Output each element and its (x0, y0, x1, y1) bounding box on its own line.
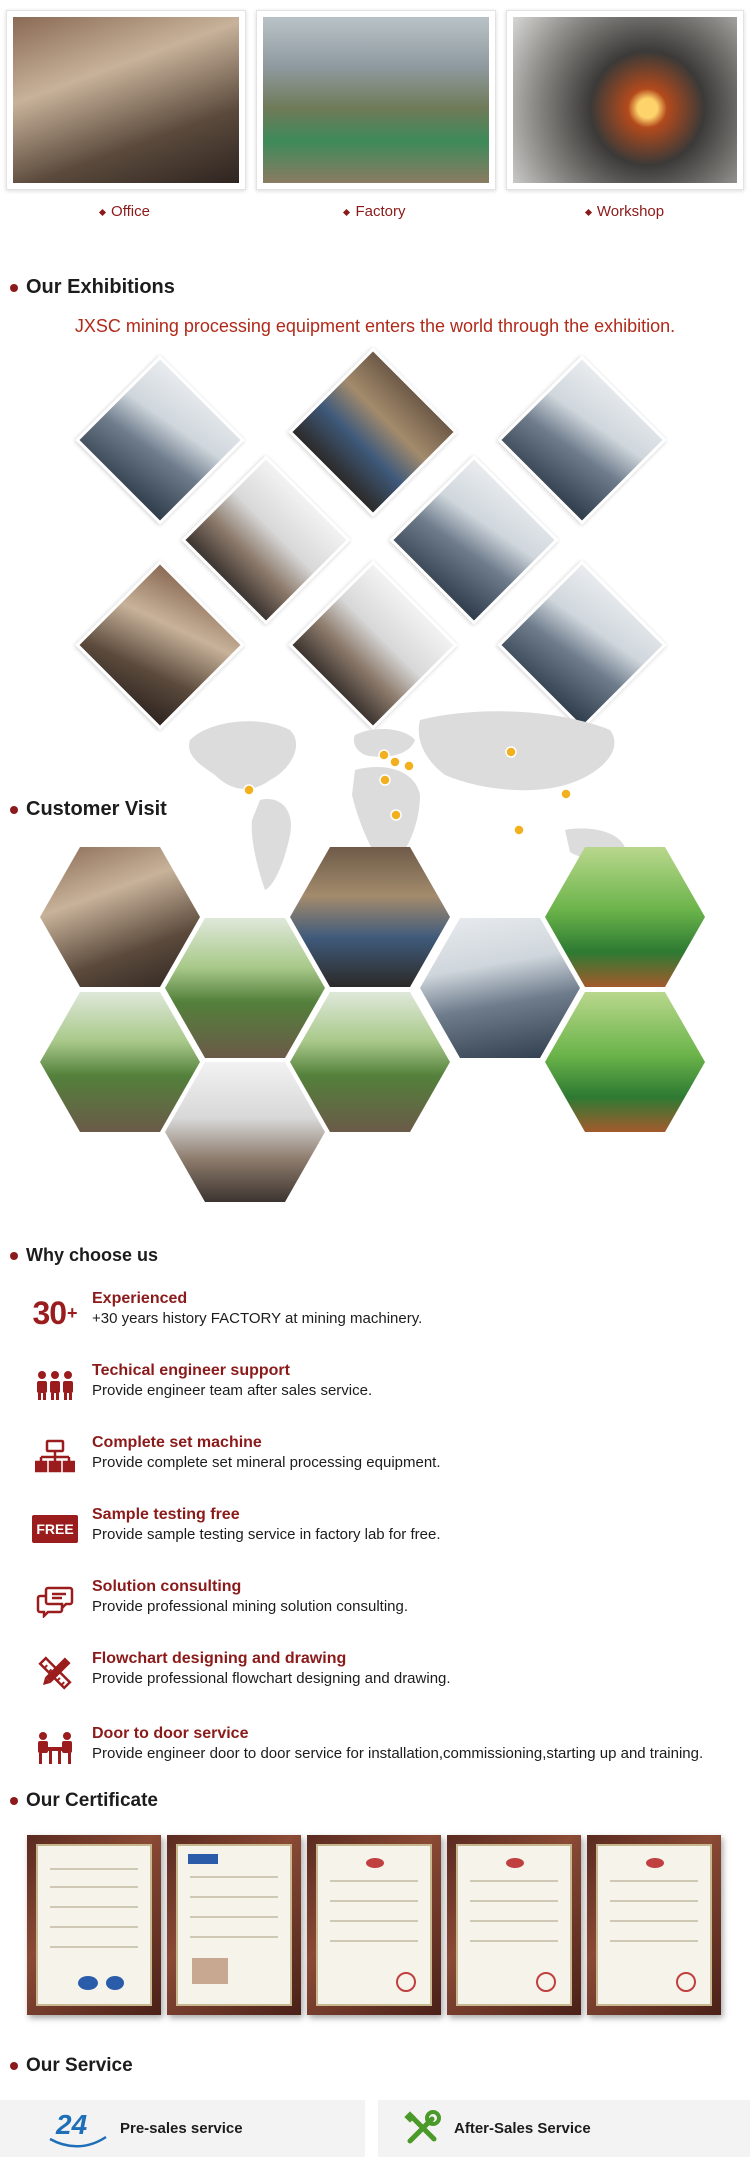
customer-visit-photo (165, 918, 325, 1058)
factory-photo (263, 17, 489, 183)
customer-visit-photo (40, 992, 200, 1132)
map-south-america (252, 799, 291, 890)
why-item-complete-set (30, 1432, 730, 1484)
map-marker (561, 789, 571, 799)
factory-caption (260, 203, 490, 220)
certificate-image (316, 1844, 432, 2006)
workshop-caption (510, 203, 740, 220)
service-heading (10, 2055, 133, 2077)
caption-dot (343, 208, 350, 215)
map-marker (391, 810, 401, 820)
why-item-desc: Provide professional flowchart designing and drawing. (92, 1670, 451, 1687)
thirty-years-plus: + (67, 1302, 78, 1323)
thirty-years-number: 30 (32, 1294, 67, 1331)
wrench-screwdriver-icon (402, 2109, 442, 2149)
factory-caption-text: Factory (355, 203, 406, 220)
certificate-image (176, 1844, 292, 2006)
certificate-image (596, 1844, 712, 2006)
why-item-desc: Provide professional mining solution consulting. (92, 1598, 409, 1615)
heading-bullet (10, 1797, 18, 1805)
why-item-title: Experienced (92, 1290, 188, 1307)
why-heading-text: Why choose us (26, 1245, 159, 1265)
map-marker (404, 761, 414, 771)
customer-visit-photo (545, 992, 705, 1132)
why-item-desc: Provide sample testing service in factory lab for free. (92, 1526, 441, 1543)
pre-sales-service-card[interactable] (0, 2100, 365, 2157)
why-item-flowchart (30, 1648, 730, 1700)
free-badge-icon (30, 1508, 80, 1550)
why-item-desc: Provide engineer door to door service for installation,commissioning,starting up and training. (92, 1745, 704, 1762)
factory-photo-frame (256, 10, 496, 190)
heading-bullet (10, 284, 18, 292)
free-badge-text: FREE (32, 1515, 77, 1543)
exhibition-photo (75, 355, 245, 525)
pencil-ruler-icon (30, 1652, 80, 1694)
certificate-frame (167, 1835, 301, 2015)
customer-visit-photo (420, 918, 580, 1058)
why-item-sample-testing (30, 1504, 730, 1556)
why-item-desc: Provide complete set mineral processing equipment. (92, 1454, 441, 1471)
certificate-frame (307, 1835, 441, 2015)
why-item-door-to-door (30, 1723, 730, 1775)
why-item-desc: +30 years history FACTORY at mining machinery. (92, 1310, 423, 1327)
why-item-title: Sample testing free (92, 1506, 240, 1523)
exhibition-photo (288, 347, 458, 517)
office-caption-text: Office (111, 203, 150, 220)
caption-dot (585, 208, 592, 215)
map-north-america (189, 721, 296, 789)
certificate-frame (27, 1835, 161, 2015)
office-photo-frame (6, 10, 246, 190)
twenty-four-hour-icon (48, 2109, 108, 2149)
certificate-heading-text: Our Certificate (26, 1790, 158, 1811)
why-heading (10, 1245, 158, 1266)
flow-network-icon (30, 1436, 80, 1478)
certificate-image (36, 1844, 152, 2006)
after-sales-service-card[interactable] (378, 2100, 750, 2157)
thirty-years-icon (30, 1292, 80, 1334)
pre-sales-service-label: Pre-sales service (120, 2120, 243, 2137)
why-item-title: Solution consulting (92, 1578, 242, 1595)
service-heading-text: Our Service (26, 2055, 133, 2076)
why-item-title: Complete set machine (92, 1434, 262, 1451)
meeting-desk-icon (30, 1727, 80, 1769)
after-sales-service-label: After-Sales Service (454, 2120, 591, 2137)
customer-visit-photo (165, 1062, 325, 1202)
why-item-title: Flowchart designing and drawing (92, 1650, 347, 1667)
workshop-photo-frame (506, 10, 744, 190)
exhibitions-subline: JXSC mining processing equipment enters the world through the exhibition. (74, 316, 676, 336)
heading-bullet (10, 1252, 18, 1260)
why-item-solution-consulting (30, 1576, 730, 1628)
exhibition-photo (497, 355, 667, 525)
caption-dot (99, 208, 106, 215)
map-marker (244, 785, 254, 795)
swoosh-mark (48, 2135, 108, 2149)
map-marker (506, 747, 516, 757)
customer-visit-photo (290, 992, 450, 1132)
exhibition-photo (389, 455, 559, 625)
why-item-title: Door to door service (92, 1725, 249, 1742)
certificate-heading (10, 1790, 158, 1812)
workshop-photo (513, 17, 737, 183)
map-marker (379, 750, 389, 760)
customer-visit-heading (10, 798, 167, 821)
why-item-experienced (30, 1288, 730, 1340)
exhibition-photo (181, 455, 351, 625)
office-caption (10, 203, 240, 220)
engineer-team-icon (30, 1364, 80, 1406)
customer-visit-heading-text: Customer Visit (26, 798, 167, 820)
certificate-frame (587, 1835, 721, 2015)
certificate-frame (447, 1835, 581, 2015)
heading-bullet (10, 806, 18, 814)
exhibitions-heading-text: Our Exhibitions (26, 276, 175, 298)
office-photo (13, 17, 239, 183)
certificate-image (456, 1844, 572, 2006)
heading-bullet (10, 2062, 18, 2070)
why-item-title: Techical engineer support (92, 1362, 290, 1379)
workshop-caption-text: Workshop (596, 203, 665, 220)
map-marker (390, 757, 400, 767)
map-marker (380, 775, 390, 785)
why-item-engineer-support (30, 1360, 730, 1412)
why-item-desc: Provide engineer team after sales service. (92, 1382, 373, 1399)
exhibitions-heading (10, 276, 175, 299)
customer-visit-photo (40, 847, 200, 987)
chat-bubbles-icon (30, 1580, 80, 1622)
twenty-four-number: 24 (56, 2108, 88, 2140)
map-marker (514, 825, 524, 835)
